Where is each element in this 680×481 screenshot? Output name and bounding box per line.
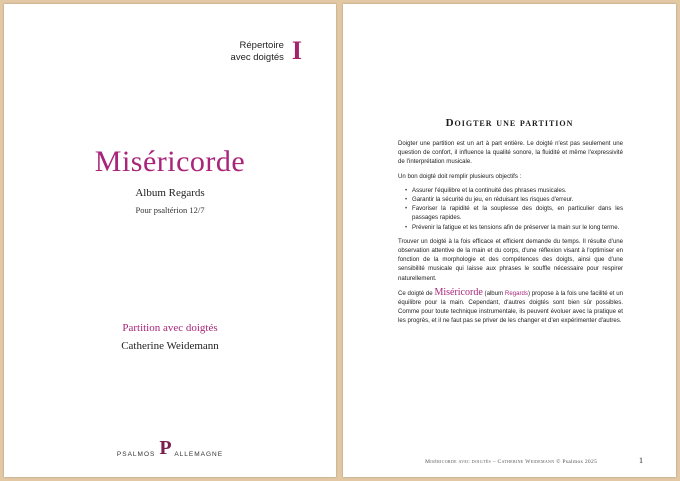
paragraph-objectives: Un bon doigté doit remplir plusieurs objectifs :: [398, 172, 522, 180]
inline-album: Regards: [504, 289, 528, 297]
paragraph-method: Trouver un doigté à la fois efficace et efficient demande du temps. Il résulte d'une observation attentive de la main et du corps, d'une réflexion visant à l'optimiser en fonction de la morphologie et des compétences des doigts, ainsi que d'une sensibilité musicale qui laisse aux phrases le souffle nécessaire pour respirer naturellement.: [398, 237, 623, 282]
corner-line2: avec doigtés: [230, 52, 284, 63]
footer-separator: –: [492, 459, 496, 465]
inner-page: [343, 4, 676, 477]
list-item: • Favoriser la rapidité et la souplesse des doigts, en particulier dans les passages rapides.: [412, 204, 623, 222]
inline-title: Miséricorde: [434, 286, 483, 298]
footer-author: Catherine Weidemann: [497, 459, 555, 465]
footer-title: Miséricorde avec doigtés: [425, 459, 492, 465]
list-item: • Garantir la sécurité du jeu, en réduisant les risques d'erreur.: [412, 195, 623, 204]
cover-page: [4, 4, 336, 477]
paragraph-intro: Doigter une partition est un art à part entière. Le doigté n'est pas seulement une question de confort, il influence la qualité sonore, la fluidité et même l'expressivité de l'interprétation musicale.: [398, 140, 623, 166]
objectives-list: [398, 186, 623, 232]
cover-title: Miséricorde: [94, 145, 246, 178]
publisher-left: PSALMOS: [116, 451, 156, 458]
partition-label: Partition avec doigtés: [122, 322, 218, 334]
publisher-logo: [4, 437, 336, 459]
corner-line1: Répertoire: [239, 40, 284, 51]
page-number: 1: [639, 456, 643, 465]
page-body: [398, 139, 623, 331]
paragraph-conclusion: Ce doigté de Miséricorde (album Regards) propose à la fois une facilité et un équilibre pour la main. Cependant, d'autres doigtés sont bien sûr possibles. Comme pour toute technique instrumentale, ils peuvent évoluer avec la pratique et les progrès, et il ne faut pas se priver de les changer et d'en expérimenter d'autres.: [398, 286, 623, 325]
publisher-right: ALLEMAGNE: [174, 451, 224, 458]
volume-numeral: I: [291, 36, 302, 65]
list-item: • Assurer l'équilibre et la continuité des phrases musicales.: [412, 186, 623, 195]
psalmos-logo-icon: P: [159, 437, 173, 459]
album-name: Album Regards: [135, 187, 205, 199]
page-heading: Doigter une partition: [445, 117, 574, 129]
footer-copyright: © Psalmos 2025: [556, 459, 598, 465]
list-item: • Prévenir la fatigue et les tensions afin de préserver la main sur le long terme.: [412, 223, 623, 232]
page-footer: [425, 459, 597, 465]
instrument-label: Pour psaltérion 12/7: [135, 205, 205, 215]
repertoire-label: [231, 38, 302, 64]
cover-author: Catherine Weidemann: [121, 340, 219, 352]
